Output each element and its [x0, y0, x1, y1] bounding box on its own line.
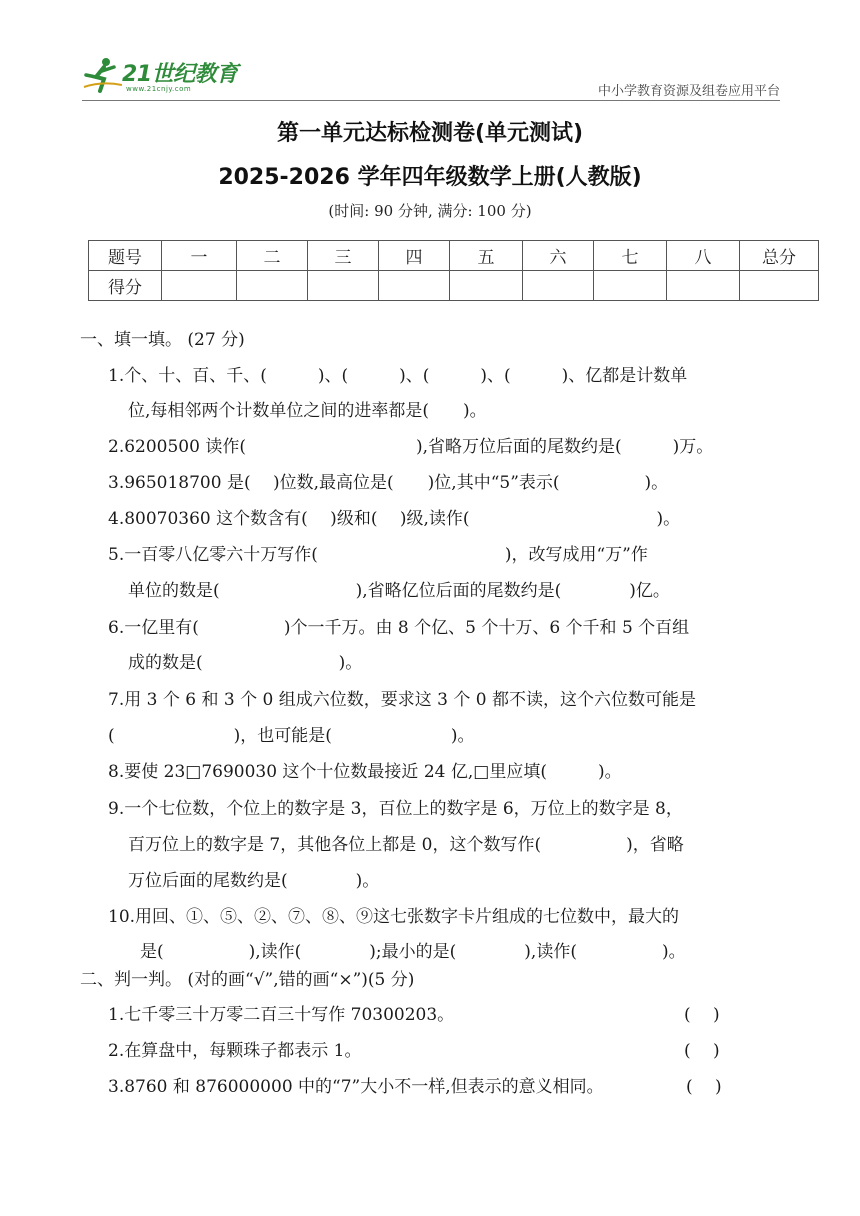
judge-answer-box[interactable]: ( )	[684, 1041, 720, 1061]
runner-logo-icon	[82, 55, 122, 95]
judge-answer-box[interactable]: ( )	[686, 1077, 722, 1097]
score-row-label: 得分	[89, 271, 162, 301]
judge-item: 2.在算盘中，每颗珠子都表示 1。	[108, 1041, 362, 1061]
exam-info: (时间: 90 分钟, 满分: 100 分)	[328, 202, 532, 220]
score-cell[interactable]	[450, 271, 523, 301]
judge-item: 3.8760 和 876000000 中的“7”大小不一样,但表示的意义相同。	[108, 1077, 604, 1097]
judge-item: 1.七千零三十万零二百三十写作 70300203。	[108, 1005, 455, 1025]
question-line: 1.个、十、百、千、( )、( )、( )、( )、亿都是计数单	[108, 366, 688, 386]
question-line: 单位的数是( ),省略亿位后面的尾数约是( )亿。	[128, 581, 670, 601]
question-line: 位,每相邻两个计数单位之间的进率都是( )。	[128, 401, 487, 421]
page-subtitle: 2025-2026 学年四年级数学上册(人教版)	[218, 165, 642, 190]
score-header-cell: 五	[450, 241, 523, 271]
section-heading: 一、填一填。 (27 分)	[80, 330, 245, 350]
brand-name: 21世纪教育	[122, 62, 238, 87]
question-line: 7.用 3 个 6 和 3 个 0 组成六位数，要求这 3 个 0 都不读，这个六位数可能是	[108, 690, 696, 710]
question-line: 8.要使 23□7690030 这个十位数最接近 24 亿,□里应填( )。	[108, 762, 622, 782]
score-cell[interactable]	[740, 271, 819, 301]
section-heading: 二、判一判。 (对的画“√”,错的画“×”)(5 分)	[80, 970, 415, 990]
site-logo	[82, 55, 242, 101]
page-title: 第一单元达标检测卷(单元测试)	[276, 121, 584, 146]
score-table	[88, 240, 819, 301]
question-line: 万位后面的尾数约是( )。	[128, 871, 380, 891]
question-line: 是( ),读作( );最小的是( ),读作( )。	[140, 942, 686, 962]
brand-url: www.21cnjy.com	[126, 85, 192, 93]
score-header-cell: 八	[667, 241, 740, 271]
score-header-cell: 二	[237, 241, 308, 271]
score-cell[interactable]	[237, 271, 308, 301]
score-cell[interactable]	[379, 271, 450, 301]
question-line: 3.965018700 是( )位数,最高位是( )位,其中“5”表示( )。	[108, 473, 669, 493]
question-line: 9.一个七位数，个位上的数字是 3，百位上的数字是 6，万位上的数字是 8，	[108, 799, 683, 819]
score-cell[interactable]	[308, 271, 379, 301]
question-line: ( )，也可能是( )。	[108, 726, 475, 746]
platform-label: 中小学教育资源及组卷应用平台	[597, 84, 780, 99]
header-divider	[82, 100, 780, 101]
score-header-cell: 题号	[89, 241, 162, 271]
score-table-header-row	[89, 241, 819, 271]
question-line: 10.用回、①、⑤、②、⑦、⑧、⑨这七张数字卡片组成的七位数中，最大的	[108, 907, 680, 927]
score-cell[interactable]	[594, 271, 667, 301]
score-header-cell: 三	[308, 241, 379, 271]
question-line: 百万位上的数字是 7，其他各位上都是 0，这个数写作( )，省略	[128, 835, 684, 855]
question-line: 成的数是( )。	[128, 653, 363, 673]
score-cell[interactable]	[667, 271, 740, 301]
question-line: 6.一亿里有( )个一千万。由 8 个亿、5 个十万、6 个千和 5 个百组	[108, 618, 690, 638]
question-line: 5.一百零八亿零六十万写作( )，改写成用“万”作	[108, 545, 648, 565]
score-header-cell: 七	[594, 241, 667, 271]
score-header-cell: 六	[523, 241, 594, 271]
score-header-cell: 一	[162, 241, 237, 271]
judge-answer-box[interactable]: ( )	[684, 1005, 720, 1025]
score-header-cell: 四	[379, 241, 450, 271]
score-cell[interactable]	[162, 271, 237, 301]
question-line: 4.80070360 这个数含有( )级和( )级,读作( )。	[108, 509, 681, 529]
score-cell[interactable]	[523, 271, 594, 301]
score-header-cell: 总分	[740, 241, 819, 271]
score-table-score-row	[89, 271, 819, 301]
question-line: 2.6200500 读作( ),省略万位后面的尾数约是( )万。	[108, 437, 714, 457]
